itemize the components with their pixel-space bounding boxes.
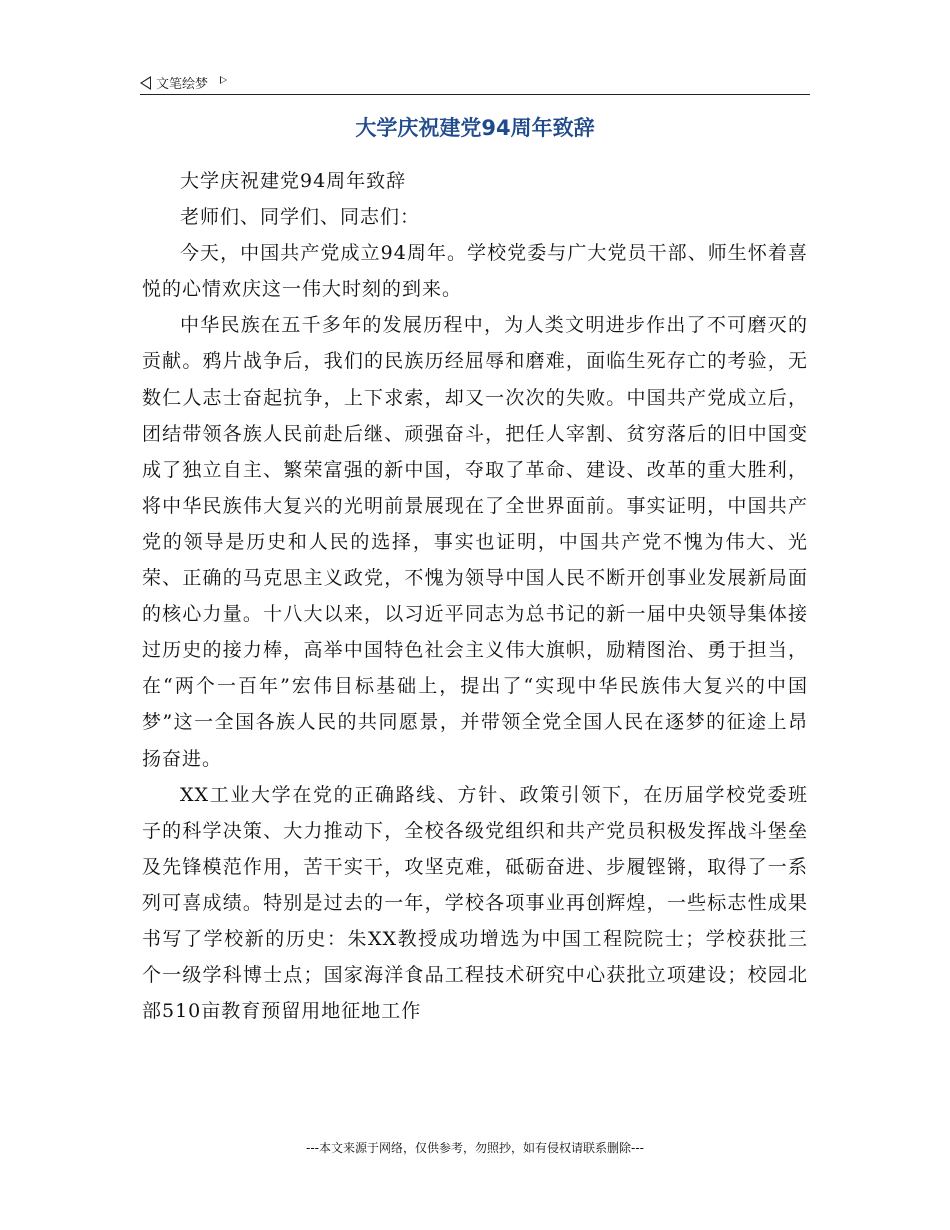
paragraph-heading: 大学庆祝建党94周年致辞 xyxy=(180,170,407,192)
paragraph: XX工业大学在党的正确路线、方针、政策引领下，在历届学校党委班子的科学决策、大力推动下，全校各级党组织和共产党员积极发挥战斗堡垒及先锋模范作用，苦干实干，攻坚克难，砥砺奋进、步履铿锵，取得了一系列可喜成绩。特别是过去的一年，学校各项事业再创辉煌，一些标志性成果书写了学校新的历史：朱XX教授成功增选为中国工程院院士；学校获批三个一级学科博士点；国家海洋食品工程技术研究中心获批立项建设；校园北部510亩教育预留用地征地工作 xyxy=(142,783,808,1023)
brand xyxy=(140,73,227,92)
paragraph-salutation: 老师们、同学们、同志们： xyxy=(180,206,421,229)
document-body xyxy=(142,163,808,1029)
paragraph: 中华民族在五千多年的发展历程中，为人类文明进步作出了不可磨灭的贡献。鸦片战争后，我们的民族历经屈辱和磨难，面临生死存亡的考验，无数仁人志士奋起抗争，上下求索，却又一次次的失败。中国共产党成立后，团结带领各族人民前赴后继、顽强奋斗，把任人宰割、贫穷落后的旧中国变成了独立自主、繁荣富强的新中国，夺取了革命、建设、改革的重大胜利，将中华民族伟大复兴的光明前景展现在了全世界面前。事实证明，中国共产党的领导是历史和人民的选择，事实也证明，中国共产党不愧为伟大、光荣、正确的马克思主义政党，不愧为领导中国人民不断开创事业发展新局面的核心力量。十八大以来，以习近平同志为总书记的新一届中央领导集体接过历史的接力棒，高举中国特色社会主义伟大旗帜，励精图治、勇于担当，在“两个一百年”宏伟目标基础上，提出了“实现中华民族伟大复兴的中国梦”这一全国各族人民的共同愿景，并带领全党全国人民在逐梦的征途上昂扬奋进。 xyxy=(142,314,808,770)
paragraph: 今天，中国共产党成立94周年。学校党委与广大党员干部、师生怀着喜悦的心情欢庆这一伟大时刻的到来。 xyxy=(142,242,808,301)
triangle-right-icon xyxy=(220,76,227,84)
triangle-left-icon xyxy=(140,76,151,90)
document-title: 大学庆祝建党94周年致辞 xyxy=(355,116,595,140)
page-header xyxy=(140,72,810,95)
brand-name: 文笔绘梦 xyxy=(156,77,209,92)
footer-disclaimer: ---本文来源于网络，仅供参考，勿照抄，如有侵权请联系删除--- xyxy=(306,1141,644,1155)
